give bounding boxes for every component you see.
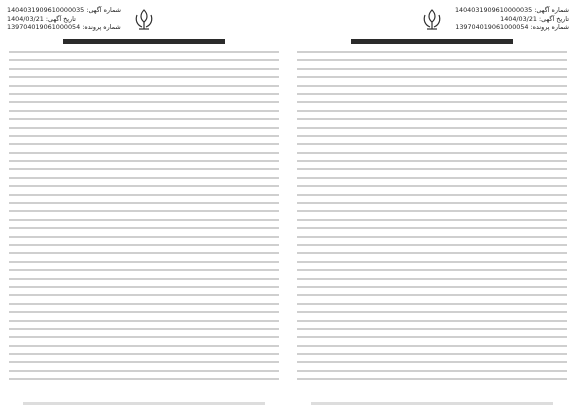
notice-title-placeholder: [63, 39, 225, 44]
notice-number: شماره آگهی: 1404031909610000035: [7, 6, 122, 14]
notice-right: [291, 4, 573, 407]
text-line-placeholder: [297, 59, 567, 61]
emblem-icon: [419, 7, 445, 33]
text-line-placeholder: [297, 219, 567, 221]
text-line-placeholder: [9, 194, 279, 196]
text-line-placeholder: [9, 286, 279, 288]
notice-date: تاریخ آگهی: 1404/03/21: [7, 14, 76, 23]
text-line-placeholder: [297, 269, 567, 271]
text-line-placeholder: [297, 110, 567, 112]
notice-body-placeholder: [297, 51, 567, 387]
text-line-placeholder: [9, 345, 279, 347]
text-line-placeholder: [9, 160, 279, 162]
text-line-placeholder: [9, 269, 279, 271]
text-line-placeholder: [297, 244, 567, 246]
file-number: شماره پرونده: 139704019061000054: [455, 23, 569, 32]
header-meta: [455, 6, 569, 32]
text-line-placeholder: [9, 93, 279, 95]
text-line-placeholder: [9, 85, 279, 87]
text-line-placeholder: [297, 370, 567, 372]
text-line-placeholder: [297, 101, 567, 103]
text-line-placeholder: [297, 160, 567, 162]
text-line-placeholder: [9, 127, 279, 129]
text-line-placeholder: [297, 227, 567, 229]
text-line-placeholder: [297, 353, 567, 355]
text-line-placeholder: [297, 143, 567, 145]
text-line-placeholder: [297, 261, 567, 263]
text-line-placeholder: [297, 278, 567, 280]
emblem-icon: [131, 7, 157, 33]
text-line-placeholder: [297, 210, 567, 212]
text-line-placeholder: [9, 168, 279, 170]
text-line-placeholder: [297, 194, 567, 196]
text-line-placeholder: [297, 202, 567, 204]
text-line-placeholder: [297, 127, 567, 129]
text-line-placeholder: [297, 135, 567, 137]
footer-placeholder: [311, 402, 553, 405]
text-line-placeholder: [9, 135, 279, 137]
text-line-placeholder: [297, 286, 567, 288]
text-line-placeholder: [9, 118, 279, 120]
text-line-placeholder: [9, 202, 279, 204]
text-line-placeholder: [9, 59, 279, 61]
footer-placeholder: [23, 402, 265, 405]
notice-date: تاریخ آگهی: 1404/03/21: [500, 14, 569, 23]
emblem-graphic: [131, 7, 157, 33]
text-line-placeholder: [9, 236, 279, 238]
text-line-placeholder: [297, 320, 567, 322]
text-line-placeholder: [297, 252, 567, 254]
text-line-placeholder: [9, 361, 279, 363]
text-line-placeholder: [297, 85, 567, 87]
notice-body-placeholder: [9, 51, 279, 387]
text-line-placeholder: [297, 93, 567, 95]
text-line-placeholder: [9, 370, 279, 372]
emblem-graphic: [419, 7, 445, 33]
text-line-placeholder: [297, 185, 567, 187]
text-line-placeholder: [9, 152, 279, 154]
text-line-placeholder: [9, 336, 279, 338]
text-line-placeholder: [9, 294, 279, 296]
text-line-placeholder: [9, 353, 279, 355]
text-line-placeholder: [9, 320, 279, 322]
text-line-placeholder: [9, 185, 279, 187]
text-line-placeholder: [9, 51, 279, 53]
header-meta: [7, 6, 121, 32]
text-line-placeholder: [9, 278, 279, 280]
text-line-placeholder: [9, 101, 279, 103]
text-line-placeholder: [297, 336, 567, 338]
text-line-placeholder: [297, 328, 567, 330]
text-line-placeholder: [9, 328, 279, 330]
text-line-placeholder: [297, 294, 567, 296]
text-line-placeholder: [9, 210, 279, 212]
text-line-placeholder: [9, 177, 279, 179]
file-number: شماره پرونده: 139704019061000054: [7, 23, 121, 32]
text-line-placeholder: [9, 219, 279, 221]
text-line-placeholder: [9, 68, 279, 70]
text-line-placeholder: [297, 378, 567, 380]
text-line-placeholder: [297, 177, 567, 179]
text-line-placeholder: [297, 152, 567, 154]
text-line-placeholder: [297, 76, 567, 78]
text-line-placeholder: [297, 311, 567, 313]
text-line-placeholder: [9, 244, 279, 246]
text-line-placeholder: [9, 227, 279, 229]
text-line-placeholder: [9, 311, 279, 313]
text-line-placeholder: [9, 252, 279, 254]
text-line-placeholder: [297, 168, 567, 170]
notice-title-placeholder: [351, 39, 513, 44]
text-line-placeholder: [297, 361, 567, 363]
text-line-placeholder: [9, 143, 279, 145]
text-line-placeholder: [297, 303, 567, 305]
text-line-placeholder: [297, 68, 567, 70]
notice-left: [3, 4, 285, 407]
text-line-placeholder: [9, 76, 279, 78]
text-line-placeholder: [297, 236, 567, 238]
text-line-placeholder: [9, 261, 279, 263]
text-line-placeholder: [297, 345, 567, 347]
text-line-placeholder: [297, 118, 567, 120]
text-line-placeholder: [9, 303, 279, 305]
text-line-placeholder: [297, 51, 567, 53]
notice-number: شماره آگهی: 1404031909610000035: [454, 6, 569, 14]
text-line-placeholder: [9, 110, 279, 112]
text-line-placeholder: [9, 378, 279, 380]
